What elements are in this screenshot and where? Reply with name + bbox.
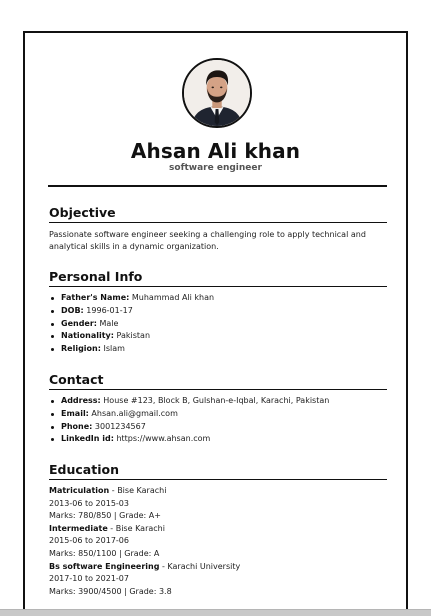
degree-name: Matriculation bbox=[49, 486, 110, 495]
bullet-icon bbox=[51, 438, 54, 441]
objective-heading: Objective bbox=[49, 205, 387, 223]
institute-name: - Karachi University bbox=[159, 561, 241, 571]
bullet-icon bbox=[51, 348, 54, 351]
profile-photo-image bbox=[184, 60, 250, 126]
list-item bbox=[49, 343, 387, 356]
linkedin-value: https://www.ahsan.com bbox=[113, 434, 211, 444]
list-item bbox=[49, 433, 387, 446]
list-item bbox=[49, 305, 387, 318]
item-value: Male bbox=[96, 318, 119, 328]
item-label: DOB: bbox=[61, 305, 84, 315]
item-label: Father's Name: bbox=[61, 293, 130, 302]
candidate-name: Ahsan Ali khan bbox=[130, 139, 301, 163]
education-degree-line bbox=[49, 561, 387, 574]
contact-heading: Contact bbox=[49, 372, 387, 390]
item-value: Islam bbox=[100, 344, 125, 354]
education-marks: Marks: 3900/4500 | Grade: 3.8 bbox=[49, 586, 172, 596]
item-label: Nationality: bbox=[61, 331, 114, 341]
item-value: Pakistan bbox=[113, 331, 151, 341]
bullet-icon bbox=[51, 323, 54, 326]
personal-info-heading: Personal Info bbox=[49, 269, 387, 287]
bullet-icon bbox=[51, 426, 54, 429]
list-item bbox=[49, 408, 387, 421]
personal-info-list bbox=[49, 292, 387, 356]
education-marks: Marks: 780/850 | Grade: A+ bbox=[49, 511, 161, 521]
item-value: 1996-01-17 bbox=[83, 305, 133, 315]
list-item bbox=[49, 395, 387, 408]
item-label: LinkedIn id: bbox=[61, 434, 114, 444]
bullet-icon bbox=[51, 335, 54, 338]
contact-section bbox=[49, 372, 387, 446]
personal-info-section bbox=[49, 269, 387, 356]
education-section bbox=[49, 462, 387, 598]
bullet-icon bbox=[51, 297, 54, 300]
contact-list bbox=[49, 395, 387, 446]
degree-name: Bs software Engineering bbox=[49, 561, 160, 571]
bullet-icon bbox=[51, 310, 54, 313]
item-label: Religion: bbox=[61, 344, 101, 354]
education-heading: Education bbox=[49, 462, 387, 480]
objective-section bbox=[49, 205, 387, 253]
objective-text: Passionate software engineer seeking a challenging role to apply technical and analytical skills in a dynamic organization. bbox=[49, 230, 366, 251]
degree-name: Intermediate bbox=[49, 523, 108, 533]
candidate-title: software engineer bbox=[169, 163, 262, 173]
education-period: 2015-06 to 2017-06 bbox=[49, 536, 129, 546]
header-divider bbox=[48, 185, 387, 187]
email-value: Ahsan.ali@gmail.com bbox=[88, 408, 178, 418]
education-degree-line bbox=[49, 523, 387, 536]
education-period: 2013-06 to 2015-03 bbox=[49, 498, 129, 508]
education-period: 2017-10 to 2021-07 bbox=[49, 574, 129, 584]
item-label: Address: bbox=[61, 396, 101, 405]
institute-name: - Bise Karachi bbox=[109, 486, 167, 495]
item-label: Email: bbox=[61, 408, 89, 418]
education-degree-line bbox=[49, 485, 387, 498]
profile-photo bbox=[182, 58, 252, 128]
phone-value: 3001234567 bbox=[92, 421, 146, 431]
institute-name: - Bise Karachi bbox=[107, 523, 165, 533]
item-label: Gender: bbox=[61, 318, 97, 328]
item-value: Muhammad Ali khan bbox=[129, 293, 215, 302]
education-list bbox=[49, 485, 387, 598]
bullet-icon bbox=[51, 400, 54, 403]
item-label: Phone: bbox=[61, 421, 93, 431]
list-item bbox=[49, 330, 387, 343]
list-item bbox=[49, 318, 387, 331]
address-value: House #123, Block B, Gulshan-e-Iqbal, Karachi, Pakistan bbox=[100, 396, 330, 405]
bullet-icon bbox=[51, 413, 54, 416]
horizontal-scrollbar[interactable] bbox=[0, 609, 431, 616]
list-item bbox=[49, 421, 387, 434]
education-marks: Marks: 850/1100 | Grade: A bbox=[49, 548, 160, 558]
resume-page bbox=[23, 31, 408, 616]
list-item bbox=[49, 292, 387, 305]
